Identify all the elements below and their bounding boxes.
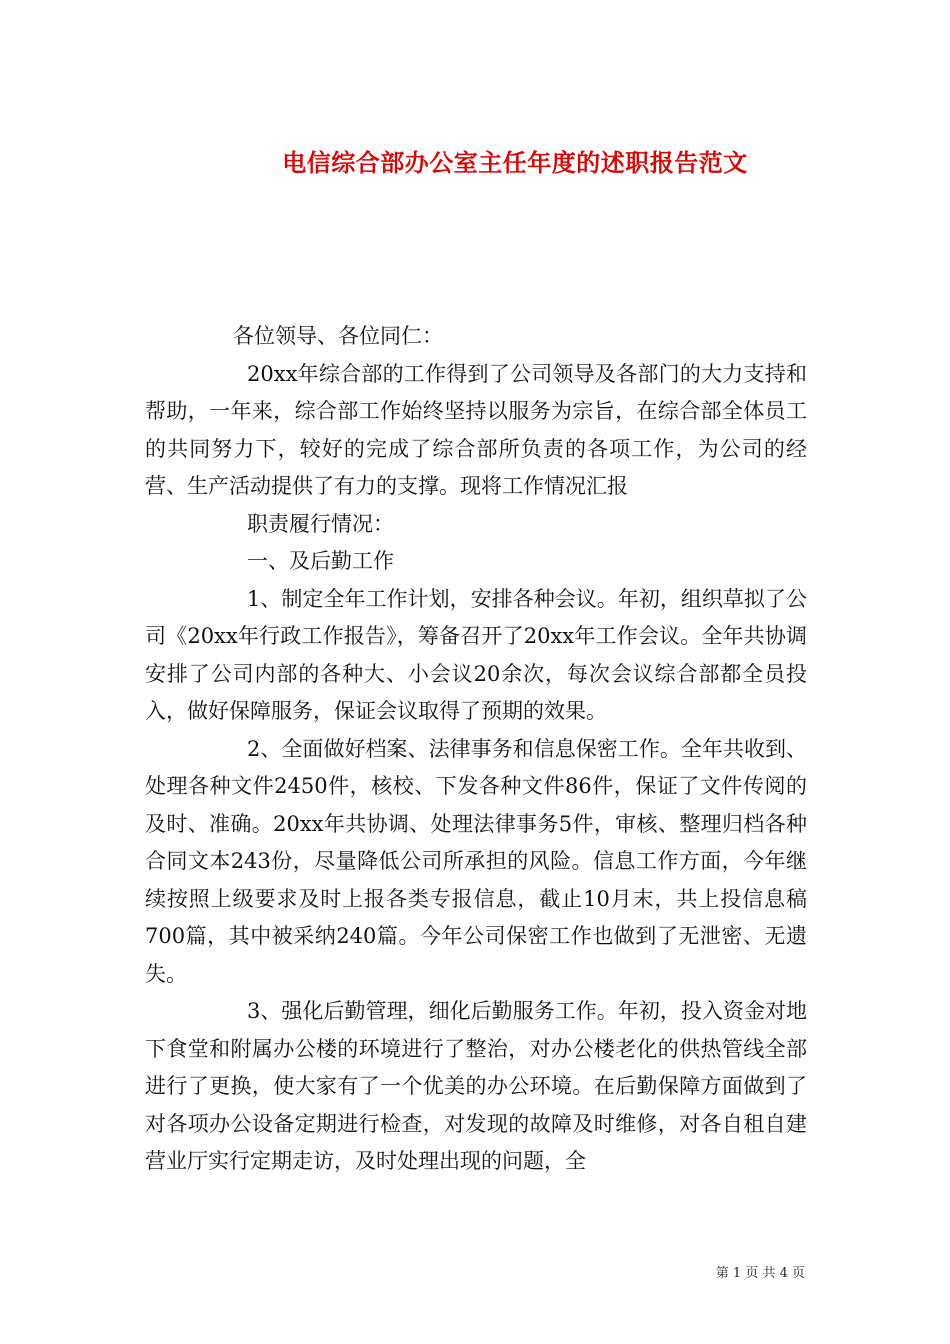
page-title: 电信综合部办公室主任年度的述职报告范文 [282, 148, 748, 178]
section-heading: 职责履行情况： [247, 511, 394, 536]
salutation: 各位领导、各位同仁： [233, 324, 443, 348]
item-1-paragraph: 1、制定全年工作计划，安排各种会议。年初，组织草拟了公司《20xx年行政工作报告》，筹备召开了20xx年工作会议。全年共协调安排了公司内部的各种大、小会议20余次，每次会议综合部都全员投入，做好保障服务，保证会议取得了预期的效果。 [145, 586, 807, 723]
page-number: 第 1 页 共 4 页 [715, 1266, 805, 1281]
item-3-paragraph: 3、强化后勤管理，细化后勤服务工作。年初，投入资金对地下食堂和附属办公楼的环境进行了整治，对办公楼老化的供热管线全部进行了更换，使大家有了一个优美的办公环境。在后勤保障方面做到了对各项办公设备定期进行检查，对发现的故障及时维修，对各自租自建营业厅实行定期走访，及时处理出现的问题，全 [145, 999, 807, 1173]
document-body [145, 318, 807, 1181]
item-2-paragraph: 2、全面做好档案、法律事务和信息保密工作。全年共收到、处理各种文件2450件，核校、下发各种文件86件，保证了文件传阅的及时、准确。20xx年共协调、处理法律事务5件，审核、整理归档各种合同文本243份，尽量降低公司所承担的风险。信息工作方面，今年继续按照上级要求及时上报各类专报信息，截止10月末，共上投信息稿700篇，其中被采纳240篇。今年公司保密工作也做到了无泄密、无遗失。 [145, 736, 807, 986]
subsection-heading: 一、及后勤工作 [247, 549, 394, 573]
intro-paragraph: 20xx年综合部的工作得到了公司领导及各部门的大力支持和帮助，一年来，综合部工作始终坚持以服务为宗旨，在综合部全体员工的共同努力下，较好的完成了综合部所负责的各项工作，为公司的经营、生产活动提供了有力的支撑。现将工作情况汇报 [145, 361, 807, 498]
